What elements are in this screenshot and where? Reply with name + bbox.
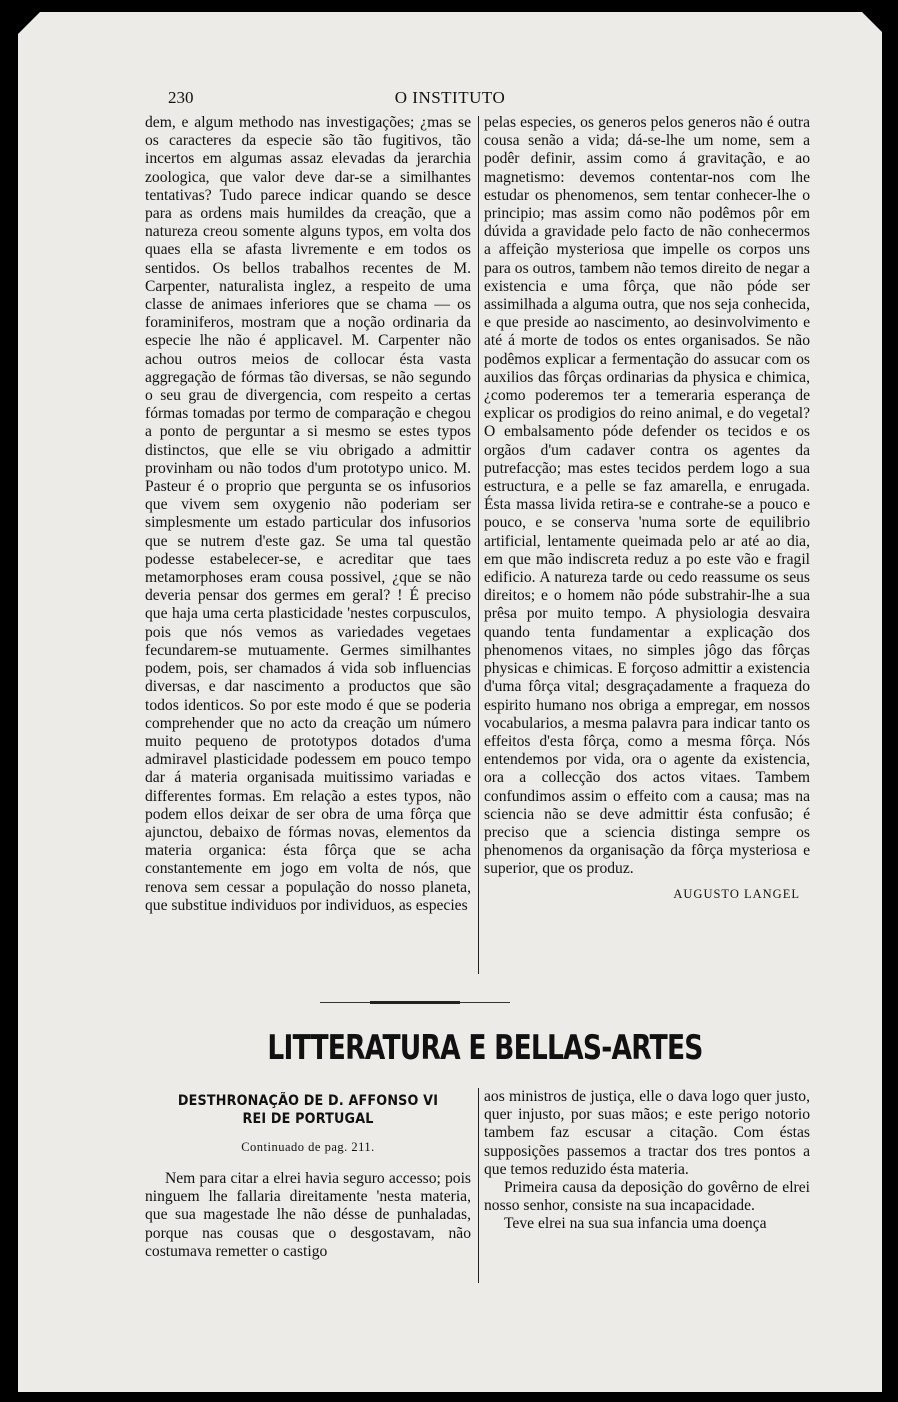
page-corner-right xyxy=(862,12,882,32)
author-signature: AUGUSTO LANGEL xyxy=(673,886,800,901)
paragraph: Primeira causa da deposição do govêrno de elrei nosso senhor, consiste na sua incapacidade. xyxy=(484,1179,810,1215)
paragraph: pelas especies, os generos pelos generos não é outra cousa senão a vida; dá-se-lhe um nome, sem a podêr definir, assim como á gravitação, e ao magnetismo: devemos contentar-nos com lhe estudar os phenomenos, sem tentar conhecer-lhe o principio; mas assim como não podêmos pôr em dúvida a gravidade pelo facto de não conhecermos a affeição mysteriosa que impelle os corpos uns para os outros, tambem não temos direito de negar a existencia e uma fôrça, que não póde ser assimilhada a alguma outra, que nos seja conhecida, e que preside ao nascimento, ao desinvolvimento e até á morte de todos os entes organisados. Se não podêmos explicar a fermentação do assucar com os auxilios das fôrças ordinarias da physica e chimica, ¿como poderemos ter a temeraria esperança de explicar os prodigios do reino animal, e do vegetal? O embalsamento póde defender os tecidos e os orgãos d'um cadaver contra os agentes da putrefacção; mas estes tecidos perdem logo a sua estructura, e a pelle se faz amarella, e enrugada. Ésta massa livida retira-se e contrahe-se a pouco e pouco, e se conserva 'numa sorte de equilibrio artificial, lentamente queimada pelo ar até ao dia, em que mão indiscreta reduz a po este vão e fragil edificio. A natureza tarde ou cedo reassume os seus direitos; e o homem não póde substrahir-lhe a sua prêsa por muito tempo. A physiologia desvaira quando tenta fundamentar a explicação dos phenomenos vitaes, no simples jôgo das fôrças physicas e chimicas. E forçoso admittir a existencia d'uma fôrça vital; desgraçadamente a fraqueza do espirito humano nos obriga a empregar, em nossos vocabularios, a mesma palavra para indicar tanto os effeitos d'esta fôrça, como a mesma fôrça. Nós entendemos por vida, ora o agente da existencia, ora a collecção dos actos vitaes. Tambem confundimos assim o effeito com a causa; mas na sciencia não se deve admittir ésta confusão; é preciso que a sciencia distinga sempre os phenomenos da organisação da fôrça mysteriosa e superior, que os produz. xyxy=(484,114,810,878)
page-corner-left xyxy=(18,12,40,34)
article-title-line-1: DESTHRONAÇÃO DE D. AFFONSO VI xyxy=(177,1093,439,1109)
paragraph: dem, e algum methodo nas investigações; ¿mas se os caracteres da especie são tão fugitivos, tão incertos em algumas assaz elevadas da jerarchia zoologica, que valor deve dar-se a similhantes tentativas? Tudo parece indicar quando se desce para as ordens mais humildes da creação, que a natureza creou somente alguns typos, em volta dos quaes ella se afasta livremente e em todos os sentidos. Os bellos trabalhos recentes de M. Carpenter, naturalista inglez, a respeito de uma classe de animaes inferiores que se chama — os foraminiferos, mostram que a noção ordinaria da especie lhe não é applicavel. M. Carpenter não achou outros meios de collocar ésta vasta aggregação de fórmas tão diversas, se não segundo o seu grau de divergencia, com respeito a certas fórmas tomadas por termo de comparação e chegou a ponto de perguntar a si mesmo se estes typos distinctos, que elle se viu obrigado a admittir provinham ou não todos d'um prototypo unico. M. Pasteur é o proprio que pergunta se os infusorios que vivem sem oxygenio não poderiam ser simplesmente um estado particular dos infusorios que se nutrem d'este gaz. Se uma tal questão podesse estabelecer-se, e acreditar que taes metamorphoses eram cousa possivel, ¿que se não deveria pensar dos germes em geral? ! É preciso que haja uma certa plasticidade 'nestes corpusculos, pois que nós vemos as variedades vegetaes fecundarem-se mutuamente. Germes similhantes podem, pois, ser chamados á vida sob influencias diversas, e dar nascimento a productos que são todos identicos. So por este modo é que se poderia comprehender que no acto da creação um número muito pequeno de prototypos dotados d'uma admiravel plasticidade podessem em pouco tempo dar á materia organisada muitissimo variadas e differentes formas. Em relação a estes typos, não podem ellos deixar de ser obra de uma fôrça que ajunctou, debaixo de fórmas novas, elementos da materia organica: ésta fôrça que se acha constantemente em jogo em volta de nós, que renova sem cessar a população do nosso planeta, que substitue individuos por individuos, as especies xyxy=(145,114,471,914)
section-title: LITTERATURA E BELLAS-ARTES xyxy=(267,1028,703,1068)
section-rule xyxy=(320,1001,510,1004)
paragraph: Nem para citar a elrei havia seguro accesso; pois ninguem lhe fallaria direitamente 'nesta materia, que sua magestade lhe não désse de punhaladas, porque nas cousas que o desgostavam, não costumava remetter o castigo xyxy=(145,1170,471,1260)
paragraph: aos ministros de justiça, elle o dava logo quer justo, quer injusto, por suas mãos; e este perigo notorio tambem faz escusar a citação. Com éstas supposições passemos a tractar dos tres pontos a que temos reduzido ésta materia. xyxy=(484,1088,810,1178)
article-title-line-2: REI DE PORTUGAL xyxy=(242,1111,374,1127)
article-right-column xyxy=(484,1088,810,1234)
article-heading xyxy=(145,1092,471,1155)
paragraph: Teve elrei na sua sua infancia uma doença xyxy=(504,1215,767,1233)
page-number: 230 xyxy=(168,88,194,107)
running-header xyxy=(18,88,882,110)
article-left-column xyxy=(145,1170,471,1261)
continued-note: Continuado de pag. 211. xyxy=(241,1140,375,1154)
column-divider xyxy=(478,116,479,974)
top-right-column xyxy=(484,114,810,903)
top-left-column xyxy=(145,114,471,915)
journal-title: O INSTITUTO xyxy=(394,88,506,107)
column-divider xyxy=(478,1088,479,1283)
